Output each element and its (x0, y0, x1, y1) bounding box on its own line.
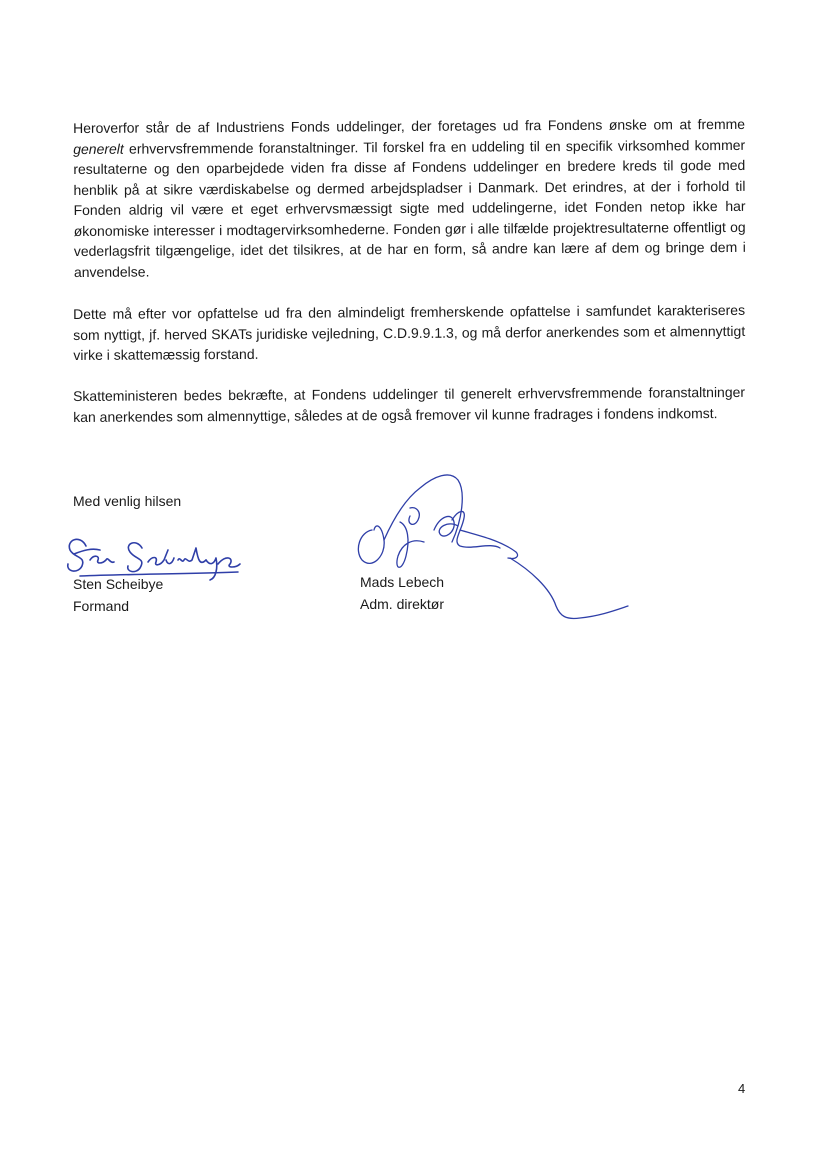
signature-stroke (90, 556, 114, 563)
signatory-title: Adm. direktør (360, 596, 445, 612)
signatory-name: Sten Scheibye (73, 576, 164, 592)
closing-salutation: Med venlig hilsen (73, 493, 182, 509)
signature-stroke (148, 550, 174, 565)
signature-stroke (358, 526, 384, 563)
signature-stroke (384, 475, 462, 542)
signature-stroke (178, 548, 206, 562)
body-paragraph-1 (73, 114, 746, 282)
signature-stroke (409, 508, 419, 525)
paragraph-1-text-a: Heroverfor står de af Industriens Fonds uddelinger, der foretages ud fra Fondens ønske om at fremme (73, 115, 746, 136)
body-paragraph-2: Dette må efter vor opfattelse ud fra den almindeligt fremherskende opfattelse i samfundet karakteriseres som nyttigt, jf. herved SKATs juridiske vejledning, C.D.9.9.1.3, og må derfor anerkendes som et almennyttigt virke i skattemæssig forstand. (73, 301, 746, 363)
signature-stroke (68, 539, 86, 571)
paragraph-1-emphasis: generelt (73, 140, 124, 157)
paragraph-1-text-b: erhvervsfremmende foranstaltninger. Til forskel fra en uddeling til en specifik virksomhed kommer resultaterne og den oparbejdede viden fra disse af Fondens uddelinger en bredere kreds til gode med henblik på at sikre værdiskabelse og dermed arbejdspladser i Danmark. Det erindres, at der i forhold til Fonden aldrig vil være et eget erhvervsmæssigt sigte med uddelingerne, idet Fonden netop ikke har økonomiske interesser i modtagervirksomhederne. Fonden gør i alle tilfælde projektresultaterne offentligt og vederlagsfrit tilgængelige, idet det tilsikres, at de har en form, så andre kan lære af dem og bringe dem i anvendelse. (73, 136, 746, 280)
signatory-title: Formand (73, 598, 130, 614)
signatory-name: Mads Lebech (360, 574, 445, 590)
page-number: 4 (738, 1081, 746, 1096)
body-paragraph-3: Skatteministeren bedes bekræfte, at Fondens uddelinger til generelt erhvervsfremmende foranstaltninger kan anerkendes som almennyttige, således at de også fremover vil kunne fradrages i fondens indkomst. (73, 383, 746, 425)
signature-stroke (460, 530, 518, 559)
signature-stroke (434, 516, 458, 536)
signature-stroke (74, 549, 100, 554)
signature-stroke (218, 558, 240, 567)
signature-stroke (206, 558, 217, 580)
signature-stroke (397, 522, 424, 567)
signature-stroke (128, 543, 142, 572)
signatory-left (73, 573, 163, 617)
signature-stroke (452, 511, 500, 548)
signature-stroke (510, 558, 628, 619)
signatory-right (360, 571, 444, 615)
